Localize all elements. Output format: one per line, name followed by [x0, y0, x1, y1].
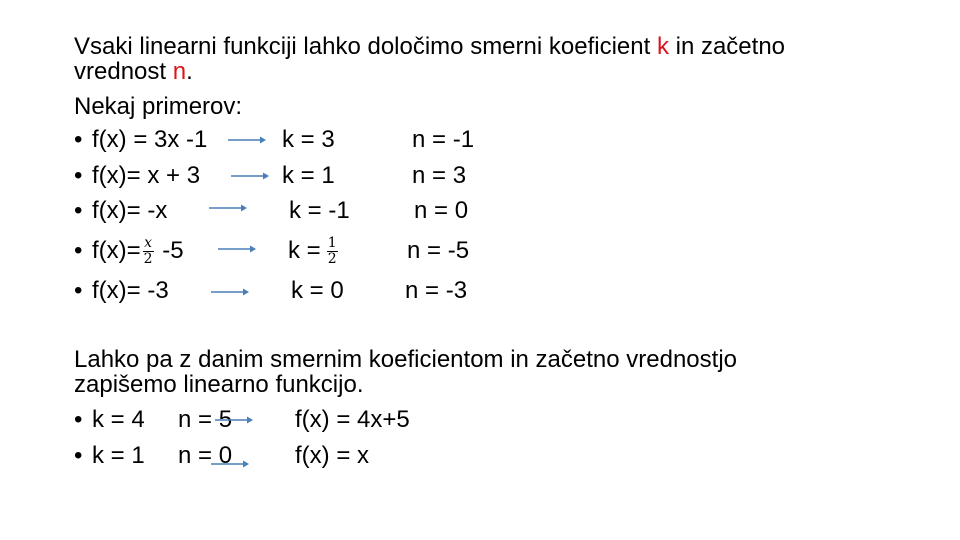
- reverse-1-function: f(x) = 4x+5: [295, 406, 410, 433]
- intro-line-2: [74, 59, 193, 85]
- example-1-n: n = -1: [412, 126, 475, 153]
- example-4-function-suffix: -5: [155, 237, 184, 264]
- arrow-icon: [208, 202, 248, 214]
- arrow-icon: [230, 170, 270, 182]
- bullet: •: [74, 442, 83, 469]
- intro-text-1: Vsaki linearni funkciji lahko določimo smerni koeficient: [74, 33, 657, 60]
- example-3-k: k = -1: [289, 197, 350, 224]
- arrow-icon: [214, 414, 254, 426]
- example-2-n: n = 3: [412, 162, 467, 189]
- reverse-1-k: k = 4: [92, 406, 145, 433]
- reverse-2-k: k = 1: [92, 442, 145, 469]
- highlight-k: k: [656, 33, 669, 60]
- x-over-2-fraction: [143, 236, 154, 267]
- arrow-icon: [217, 243, 257, 255]
- reverse-2-n: n = 0: [178, 442, 233, 469]
- example-4-function: [92, 231, 184, 271]
- examples-heading: Nekaj primerov:: [74, 93, 243, 120]
- fraction-numerator: 1: [327, 234, 337, 251]
- highlight-n: n: [172, 58, 187, 85]
- example-3-function: f(x)= -x: [92, 197, 168, 224]
- example-4-function-prefix: f(x)=: [92, 237, 141, 264]
- fraction-numerator: x: [144, 234, 153, 251]
- intro-text-2: in začetno: [668, 33, 786, 60]
- bullet: •: [74, 162, 83, 189]
- example-5-k: k = 0: [291, 277, 344, 304]
- example-2-function: f(x)= x + 3: [92, 162, 201, 189]
- fraction-denominator: 2: [143, 250, 153, 267]
- example-3-n: n = 0: [414, 197, 469, 224]
- intro-text-3: vrednost: [74, 58, 173, 85]
- fraction-denominator: 2: [327, 250, 337, 267]
- example-1-k: k = 3: [282, 126, 335, 153]
- example-1-function: f(x) = 3x -1: [92, 126, 208, 153]
- example-5-n: n = -3: [405, 277, 468, 304]
- intro-line-1: [74, 34, 785, 60]
- example-4-n: n = -5: [407, 237, 470, 264]
- one-half-fraction: [327, 236, 338, 267]
- bullet: •: [74, 197, 83, 224]
- reverse-2-function: f(x) = x: [295, 442, 370, 469]
- bullet: •: [74, 237, 83, 264]
- bullet: •: [74, 126, 83, 153]
- example-5-function: f(x)= -3: [92, 277, 169, 304]
- arrow-icon: [210, 458, 250, 470]
- intro-text-4: .: [186, 58, 193, 85]
- arrow-icon: [210, 286, 250, 298]
- second-line-1: Lahko pa z danim smernim koeficientom in začetno vrednostjo: [74, 346, 737, 373]
- example-2-k: k = 1: [282, 162, 335, 189]
- reverse-1-n: n = 5: [178, 406, 233, 433]
- arrow-icon: [227, 134, 267, 146]
- bullet: •: [74, 406, 83, 433]
- second-line-2: zapišemo linearno funkcijo.: [74, 371, 364, 398]
- example-4-k: [288, 231, 340, 271]
- bullet: •: [74, 277, 83, 304]
- example-4-k-prefix: k =: [288, 237, 321, 264]
